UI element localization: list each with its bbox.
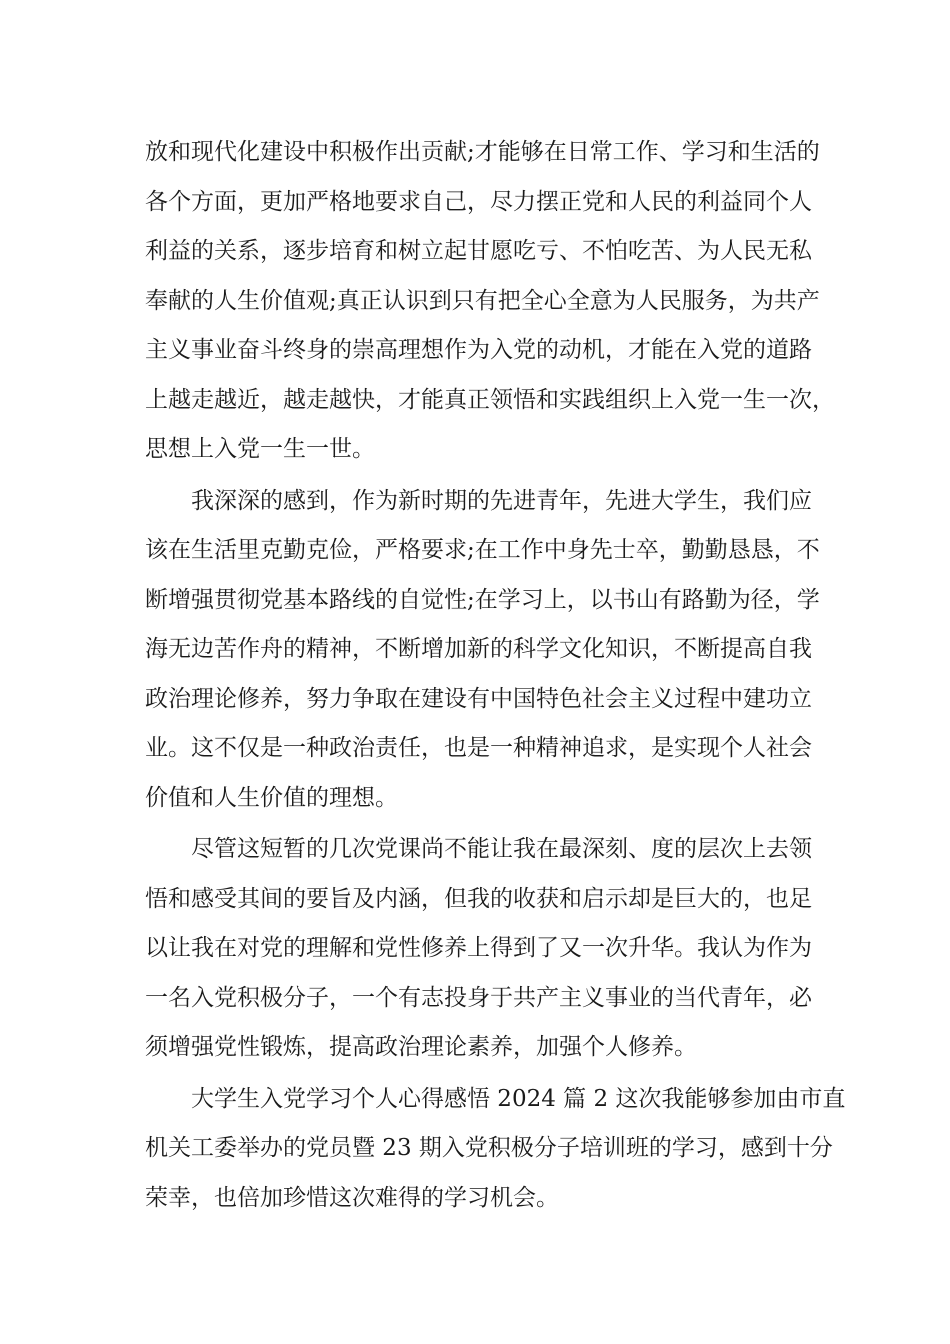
text-line: 放和现代化建设中积极作出贡献;才能够在日常工作、学习和生活的 — [145, 139, 820, 165]
text-line: 业。这不仅是一种政治责任，也是一种精神追求，是实现个人社会 — [145, 735, 812, 761]
text-line: 尽管这短暂的几次党课尚不能让我在最深刻、度的层次上去领 — [145, 836, 812, 862]
paragraph-1 — [145, 128, 835, 475]
text-line: 机关工委举办的党员暨 23 期入党积极分子培训班的学习，感到十分 — [145, 1135, 833, 1161]
paragraph-2 — [145, 477, 820, 824]
text-line: 利益的关系，逐步培育和树立起甘愿吃亏、不怕吃苦、为人民无私 — [145, 238, 812, 264]
text-line: 我深深的感到，作为新时期的先进青年，先进大学生，我们应 — [145, 487, 812, 514]
text-line: 大学生入党学习个人心得感悟 2024 篇 2 这次我能够参加由市直 — [145, 1085, 846, 1112]
document-body — [145, 128, 846, 1223]
text-line: 该在生活里克勤克俭，严格要求;在工作中身先士卒，勤勤恳恳，不 — [145, 537, 820, 563]
paragraph-3 — [145, 825, 812, 1073]
text-line: 各个方面，更加严格地要求自己，尽力摆正党和人民的利益同个人 — [145, 188, 812, 215]
text-line: 以让我在对党的理解和党性修养上得到了又一次升华。我认为作为 — [145, 935, 812, 961]
text-line: 须增强党性锻炼，提高政治理论素养，加强个人修养。 — [145, 1034, 697, 1060]
text-line: 悟和感受其间的要旨及内涵，但我的收获和启示却是巨大的，也足 — [145, 885, 812, 912]
text-line: 奉献的人生价值观;真正认识到只有把全心全意为人民服务，为共产 — [145, 287, 820, 314]
text-line: 海无边苦作舟的精神，不断增加新的科学文化知识，不断提高自我 — [145, 636, 812, 662]
text-line: 断增强贯彻党基本路线的自觉性;在学习上，以书山有路勤为径，学 — [145, 586, 820, 613]
text-line: 价值和人生价值的理想。 — [145, 784, 398, 811]
text-line: 思想上入党一生一世。 — [145, 436, 375, 462]
text-line: 荣幸，也倍加珍惜这次难得的学习机会。 — [145, 1184, 559, 1211]
text-line: 上越走越近，越走越快，才能真正领悟和实践组织上入党一生一次， — [145, 386, 835, 413]
text-line: 一名入党积极分子，一个有志投身于共产主义事业的当代青年，必 — [145, 984, 812, 1011]
text-line: 主义事业奋斗终身的崇高理想作为入党的动机，才能在入党的道路 — [145, 337, 812, 363]
text-line: 政治理论修养，努力争取在建设有中国特色社会主义过程中建功立 — [145, 685, 812, 712]
paragraph-4 — [145, 1075, 846, 1224]
